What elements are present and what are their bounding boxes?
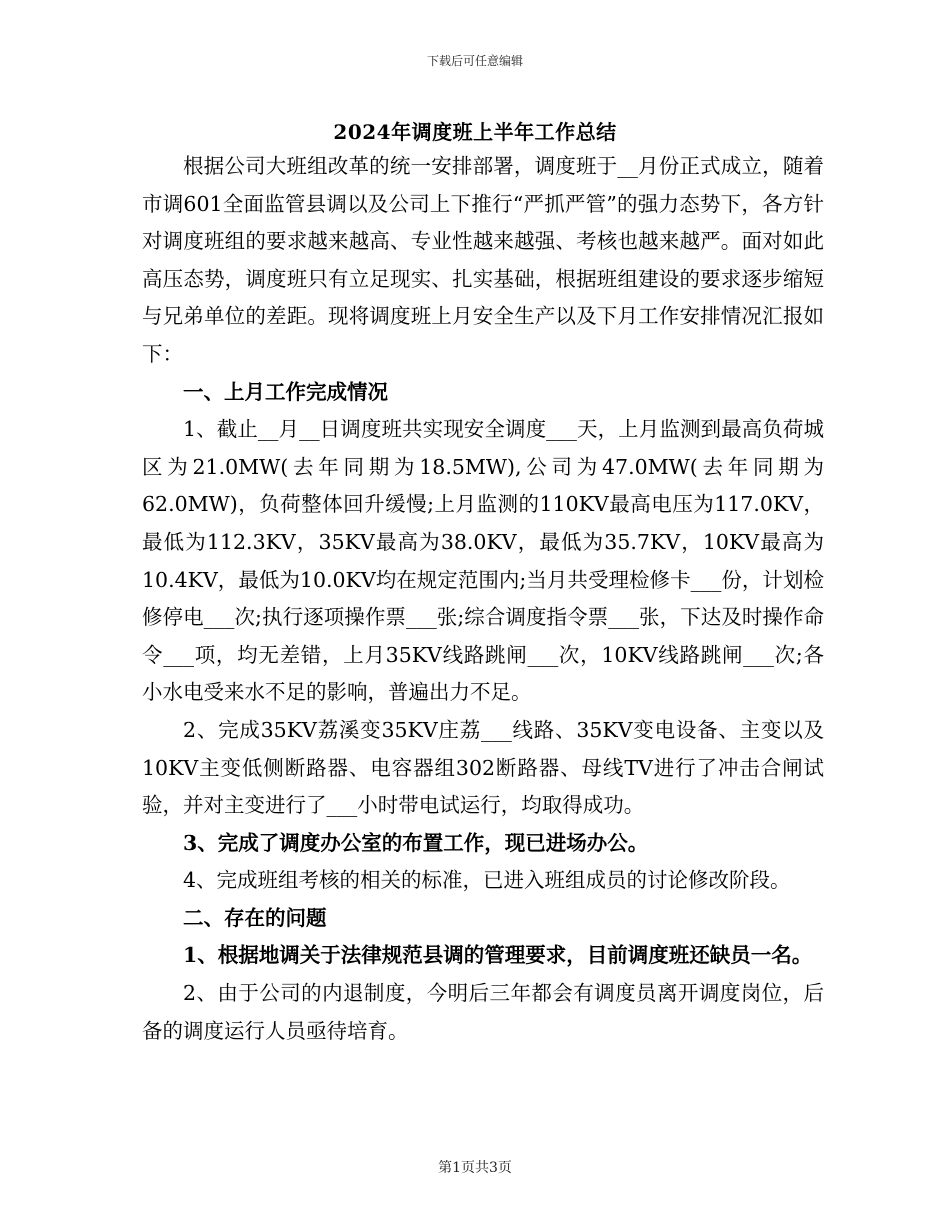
body-paragraph-bold: 1、根据地调关于法律规范县调的管理要求，目前调度班还缺员一名。 [183,943,813,968]
document-body [142,148,824,1050]
body-paragraph: 4、完成班组考核的相关的标准，已进入班组成员的讨论修改阶段。 [183,868,791,893]
intro-paragraph: 根据公司大班组改革的统一安排部署，调度班于__月份正式成立，随着市调601全面监管县调以及公司上下推行“严抓严管”的强力态势下，各方针对调度班组的要求越来越高、专业性越来越强、考核也越来越严。面对如此高压态势，调度班只有立足现实、扎实基础，根据班组建设的要求逐步缩短与兄弟单位的差距。现将调度班上月安全生产以及下月工作安排情况汇报如下： [142,154,824,366]
page-footer: 第1页共3页 [438,1160,512,1176]
section-heading-2: 二、存在的问题 [183,905,327,930]
section-heading-1: 一、上月工作完成情况 [183,379,388,404]
body-paragraph-bold: 3、完成了调度办公室的布置工作，现已进场办公。 [183,830,649,855]
body-paragraph: 1、截止__月__日调度班共实现安全调度___天，上月监测到最高负荷城区为21.0MW(去年同期为18.5MW),公司为47.0MW(去年同期为62.0MW)，负荷整体回升缓慢;上月监测的110KV最高电压为117.0KV，最低为112.3KV，35KV最高为38.0KV，最低为35.7KV，10KV最高为10.4KV，最低为10.0KV均在规定范围内;当月共受理检修卡___份，计划检修停电___次;执行逐项操作票___张;综合调度指令票___张，下达及时操作命令___项，均无差错，上月35KV线路跳闸___次，10KV线路跳闸___次;各小水电受来水不足的影响，普遍出力不足。 [142,417,824,705]
body-paragraph: 2、由于公司的内退制度，今明后三年都会有调度员离开调度岗位，后备的调度运行人员亟待培育。 [142,981,824,1043]
header-note: 下载后可任意编辑 [426,54,523,68]
body-paragraph: 2、完成35KV荔溪变35KV庄荔___线路、35KV变电设备、主变以及10KV主变低侧断路器、电容器组302断路器、母线TV进行了冲击合闸试验，并对主变进行了___小时带电试运行，均取得成功。 [142,717,824,818]
page-title: 2024年调度班上半年工作总结 [333,120,617,144]
